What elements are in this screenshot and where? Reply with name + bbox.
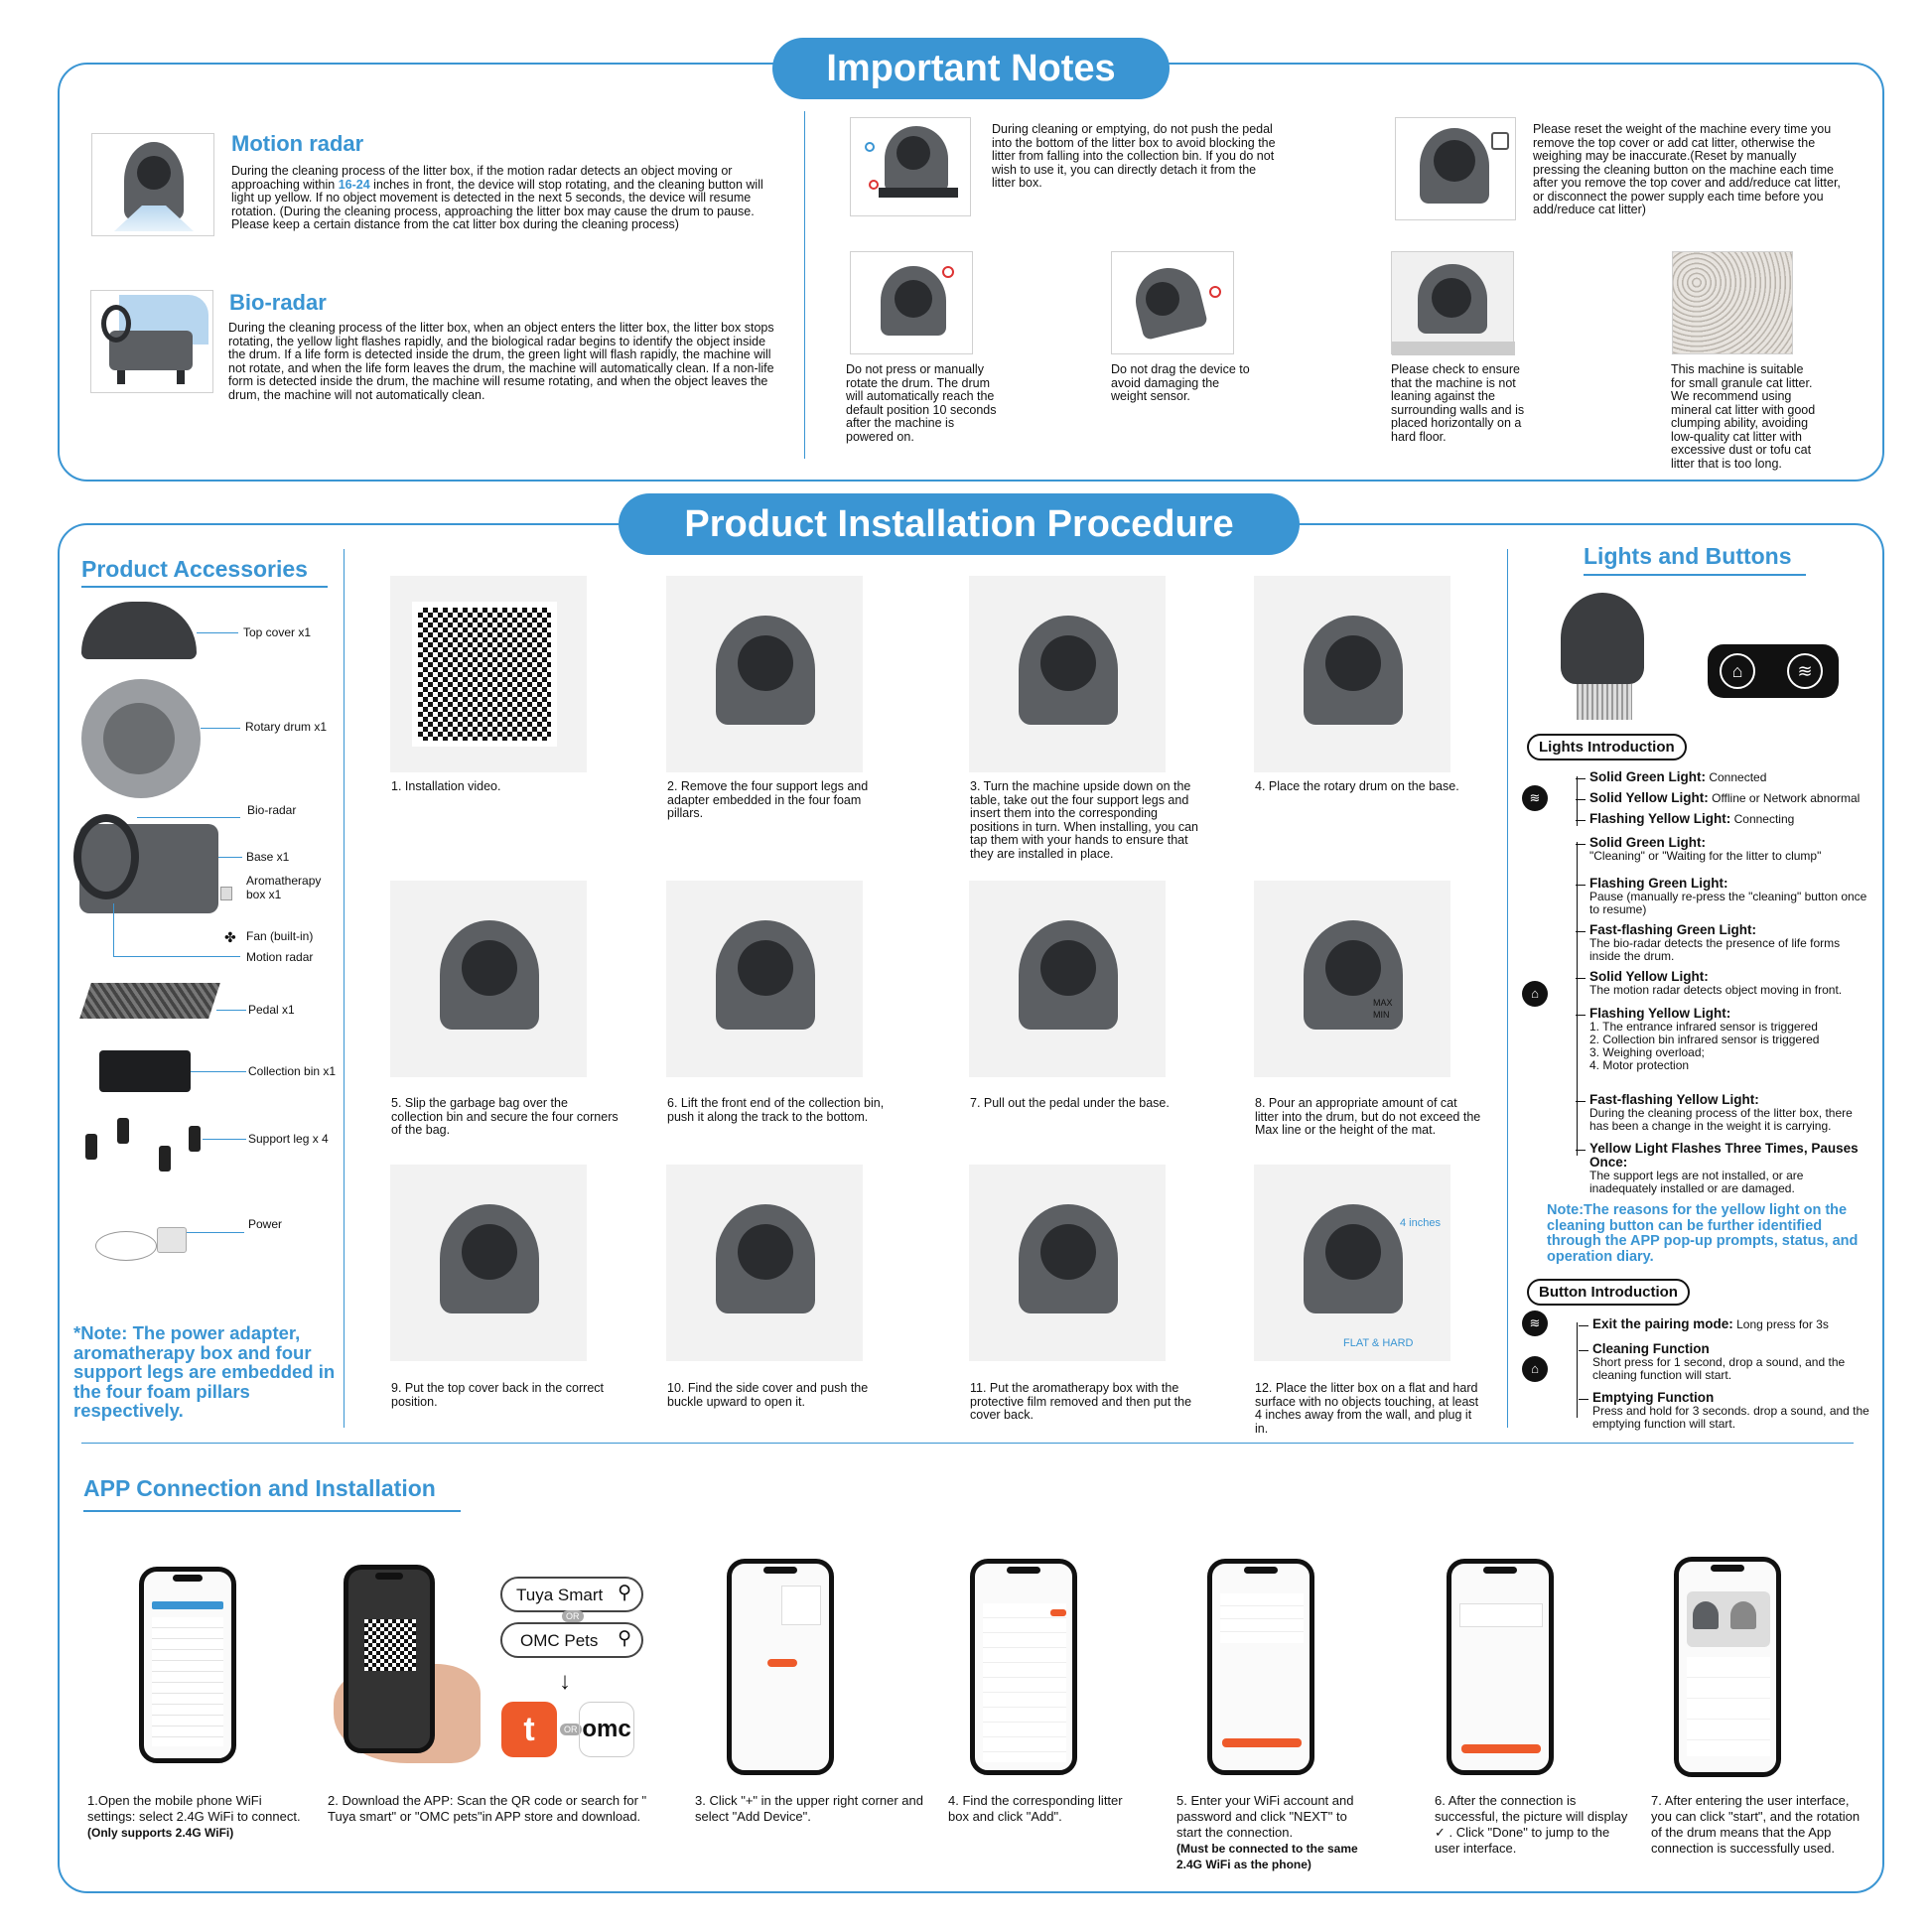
clean-button-ref-icon: ⌂ (1522, 1356, 1548, 1382)
app-step-4-text: 4. Find the corresponding litter box and click "Add". (948, 1793, 1123, 1824)
install-step-5-text: 5. Slip the garbage bag over the collection bin and secure the four corners of the bag. (391, 1096, 619, 1137)
wifi-light-item-2 (1589, 791, 1877, 805)
clean-light-label: Yellow Light Flashes Three Times, Pauses Once: (1589, 1141, 1859, 1170)
install-step-11-text: 11. Put the aromatherapy box with the protective film removed and then put the cover back. (970, 1381, 1192, 1422)
drag-note-text: Do not drag the device to avoid damaging the weight sensor. (1111, 362, 1250, 403)
level-note-text: Please check to ensure that the machine is not leaning against the surrounding walls and is placed horizontally on a hard floor. (1391, 362, 1525, 444)
install-step-6-text: 6. Lift the front end of the collection bin, push it along the track to the bottom. (667, 1096, 885, 1124)
phone-connection-success (1447, 1559, 1554, 1775)
step12-distance-label: 4 inches (1400, 1217, 1441, 1229)
app-section-divider (81, 1443, 1854, 1444)
bio-radar-label: Bio-radar (247, 803, 297, 817)
button-intro-label: Button Introduction (1527, 1279, 1690, 1306)
phone-user-interface (1674, 1557, 1781, 1777)
bio-radar-text: During the cleaning process of the litter box, when an object enters the litter box, the litter box stops rotating, the yellow light flashes rapidly, and the biological radar begins to identify the object inside the drum. If a life form is detected inside the drum, the green light will flash rapidly, the machine will not rotate, and when the life form leaves the drum, the machine will automatically clean. If a non-life form is detected inside the drum, the machine will resume rotating, and when the object leaves the drum, the machine will not automatically clean. (228, 321, 774, 402)
phone-wifi-password (1207, 1559, 1314, 1775)
important-notes-title: Important Notes (772, 38, 1170, 99)
install-step-1-image (390, 576, 587, 772)
motion-radar-text: During the cleaning process of the litter box, if the motion radar detects an object moving or approaching within 16-24 inches in front, the device will stop rotating, and the cleaning button will light up yellow. If no object movement is detected in the next 5 seconds, the device will resume rotation. (During the cleaning process, approaching the litter box may cause the drum to pause. Please keep a certain distance from the cat litter box during the cleaning process) (231, 164, 763, 231)
clean-light-desc: "Cleaning" or "Waiting for the litter to clump" (1589, 849, 1822, 863)
clean-light-label: Fast-flashing Yellow Light: (1589, 1092, 1759, 1107)
motion-radar-label: Motion radar (246, 950, 314, 964)
clean-light-desc: Pause (manually re-press the "cleaning" button once to resume) (1589, 890, 1867, 916)
drag-note-image (1111, 251, 1234, 354)
top-cover-label: Top cover x1 (243, 625, 312, 639)
search-icon-2: ⚲ (618, 1628, 631, 1649)
lights-divider (1507, 549, 1508, 1428)
base-label: Base x1 (246, 850, 290, 864)
pedal-image (79, 983, 220, 1019)
support-legs-label: Support leg x 4 (248, 1132, 329, 1146)
installation-title: Product Installation Procedure (619, 493, 1300, 555)
clean-indicator-icon: ⌂ (1522, 981, 1548, 1007)
install-step-3-image (969, 576, 1166, 772)
button-label: Cleaning Function (1592, 1341, 1710, 1356)
wifi-light-desc: Connected (1709, 770, 1767, 784)
wifi-light-item-3 (1589, 812, 1877, 826)
clean-light-item-4 (1589, 970, 1873, 997)
tuya-logo: t (501, 1702, 557, 1757)
collection-bin-image (99, 1050, 191, 1092)
pedal-note-text: During cleaning or emptying, do not push the pedal into the bottom of the litter box to avoid blocking the litter from falling into the collection bin. If you do not wish to use it, you can directly detach it from the litter box. (992, 122, 1276, 190)
or-badge-1: OR (562, 1610, 584, 1622)
clean-light-item-5 (1589, 1007, 1873, 1072)
clean-light-item-3 (1589, 923, 1873, 963)
lights-intro-label: Lights Introduction (1527, 734, 1687, 760)
clean-button-icon[interactable]: ⌂ (1720, 653, 1755, 689)
bio-radar-image (90, 290, 213, 393)
app-step-1-text: 1.Open the mobile phone WiFi settings: select 2.4G WiFi to connect. (Only supports 2.4G WiFi) (87, 1793, 301, 1840)
pedal-note-image (850, 117, 971, 216)
install-step-12-image (1254, 1165, 1450, 1361)
notes-divider (804, 111, 805, 459)
omc-logo: omc (579, 1702, 634, 1757)
app-heading: APP Connection and Installation (83, 1475, 436, 1501)
wifi-light-label: Solid Green Light: (1589, 769, 1706, 784)
wifi-light-desc: Connecting (1733, 812, 1795, 826)
power-label: Power (248, 1217, 283, 1231)
accessories-heading: Product Accessories (81, 556, 308, 582)
clean-light-desc: The bio-radar detects the presence of life forms inside the drum. (1589, 936, 1841, 963)
clean-light-item-6 (1589, 1093, 1873, 1133)
accessories-note: *Note: The power adapter, aromatherapy box and four support legs are embedded in the four foam pillars respectively. (73, 1322, 336, 1421)
or-badge-2: OR (560, 1724, 582, 1735)
button-label: Emptying Function (1592, 1390, 1715, 1405)
fan-icon: ✤ (224, 929, 236, 945)
clean-light-item-1 (1589, 836, 1873, 863)
install-step-10-text: 10. Find the side cover and push the buckle upward to open it. (667, 1381, 869, 1409)
install-step-1-text: 1. Installation video. (391, 779, 501, 793)
install-step-12-text: 12. Place the litter box on a flat and hard surface with no objects touching, at least 4 inches away from the wall, and plug it in. (1255, 1381, 1479, 1436)
app-underline (83, 1510, 461, 1512)
install-step-7-image (969, 881, 1166, 1077)
button-item-1 (1592, 1317, 1874, 1331)
wifi-indicator-icon: ≋ (1522, 785, 1548, 811)
install-step-8-image (1254, 881, 1450, 1077)
tuya-search-text: Tuya Smart (516, 1586, 604, 1604)
clean-light-label: Flashing Green Light: (1589, 876, 1728, 891)
install-step-7-text: 7. Pull out the pedal under the base. (970, 1096, 1170, 1110)
button-desc: Press and hold for 3 seconds. drop a sound, and the emptying function will start. (1592, 1404, 1869, 1431)
clean-light-label: Flashing Yellow Light: (1589, 1006, 1731, 1021)
accessories-divider (344, 549, 345, 1428)
button-label: Exit the pairing mode: (1592, 1316, 1733, 1331)
clean-light-item-2 (1589, 877, 1873, 916)
clean-light-label: Solid Yellow Light: (1589, 969, 1709, 984)
step8-max-label: MAX (1373, 998, 1393, 1008)
rotary-drum-label: Rotary drum x1 (245, 720, 328, 734)
clean-light-label: Solid Green Light: (1589, 835, 1706, 850)
litter-note-text: This machine is suitable for small granule cat litter. We recommend using mineral cat litter with good clumping ability, avoiding low-quality cat litter with excessive dust or tofu cat litter that is too long. (1671, 362, 1816, 471)
app-step-5-text: 5. Enter your WiFi account and password and click "NEXT" to start the connection. (Must be connected to the same 2.4G WiFi as the phone) (1176, 1793, 1358, 1871)
button-item-3 (1592, 1391, 1874, 1431)
aroma-label: Aromatherapy box x1 (246, 874, 322, 901)
phone-add-device (727, 1559, 834, 1775)
reset-note-text: Please reset the weight of the machine every time you remove the top cover or add cat litter, otherwise the weighing may be inaccurate.(Reset by manually pressing the cleaning button on the machine each time after you remove the top cover and add/reduce cat litter, or disconnect the power supply each time before you add/reduce cat litter) (1533, 122, 1841, 216)
app-step-3-text: 3. Click "+" in the upper right corner and select "Add Device". (695, 1793, 923, 1824)
litter-note-image (1672, 251, 1793, 354)
install-step-10-image (666, 1165, 863, 1361)
button-desc: Long press for 3s (1736, 1317, 1829, 1331)
install-step-4-image (1254, 576, 1450, 772)
app-step-7-text: 7. After entering the user interface, you can click "start", and the rotation of the drum means that the App connection is successfully used. (1651, 1793, 1861, 1856)
wifi-button-icon[interactable]: ≋ (1787, 653, 1823, 689)
reset-note-image (1395, 117, 1516, 220)
lights-heading: Lights and Buttons (1584, 543, 1792, 569)
omc-search-box[interactable] (500, 1622, 643, 1658)
button-item-2 (1592, 1342, 1874, 1382)
phone-wifi-settings (139, 1567, 236, 1763)
lights-underline (1584, 574, 1806, 576)
clean-light-desc: The support legs are not installed, or are inadequately installed or are damaged. (1589, 1169, 1804, 1195)
phone-qr-scan (344, 1565, 435, 1753)
install-qr-code[interactable] (412, 602, 557, 747)
step8-min-label: MIN (1373, 1010, 1390, 1020)
install-step-9-text: 9. Put the top cover back in the correct position. (391, 1381, 605, 1409)
pedal-label: Pedal x1 (248, 1003, 295, 1017)
install-step-5-image (390, 881, 587, 1077)
lights-device-image (1561, 593, 1644, 684)
install-step-2-image (666, 576, 863, 772)
install-step-4-text: 4. Place the rotary drum on the base. (1255, 779, 1459, 793)
motion-radar-image (91, 133, 214, 236)
omc-search-text: OMC Pets (520, 1631, 599, 1650)
collection-bin-label: Collection bin x1 (248, 1064, 337, 1078)
accessories-underline (81, 586, 328, 588)
down-arrow-icon: ↓ (559, 1668, 571, 1695)
rotate-note-text: Do not press or manually rotate the drum. The drum will automatically reach the default position 10 seconds after the machine is powered on. (846, 362, 997, 444)
clean-light-desc: The motion radar detects object moving in front. (1589, 983, 1843, 997)
phone-find-device (970, 1559, 1077, 1775)
level-note-image (1391, 251, 1514, 354)
support-legs-image (85, 1116, 205, 1175)
clean-light-item-7 (1589, 1142, 1873, 1195)
wifi-button-ref-icon: ≋ (1522, 1311, 1548, 1336)
wifi-light-label: Flashing Yellow Light: (1589, 811, 1731, 826)
clean-light-desc: During the cleaning process of the litter box, there has been a change in the weight it is carrying. (1589, 1106, 1853, 1133)
fan-label: Fan (built-in) (246, 929, 314, 943)
search-icon: ⚲ (618, 1583, 631, 1603)
install-step-9-image (390, 1165, 587, 1361)
install-step-2-text: 2. Remove the four support legs and adapter embedded in the four foam pillars. (667, 779, 869, 820)
app-step-2-text: 2. Download the APP: Scan the QR code or search for " Tuya smart" or "OMC pets"in APP store and download. (328, 1793, 647, 1824)
button-desc: Short press for 1 second, drop a sound, and the cleaning function will start. (1592, 1355, 1846, 1382)
clean-light-label: Fast-flashing Green Light: (1589, 922, 1757, 937)
install-step-11-image (969, 1165, 1166, 1361)
clean-light-desc: 1. The entrance infrared sensor is triggered 2. Collection bin infrared sensor is triggered 3. Weighing overload; 4. Motor protection (1589, 1020, 1820, 1072)
wifi-light-label: Solid Yellow Light: (1589, 790, 1709, 805)
wifi-light-item-1 (1589, 770, 1877, 784)
install-step-6-image (666, 881, 863, 1077)
install-step-3-text: 3. Turn the machine upside down on the table, take out the four support legs and insert them into the corresponding positions in turn. When installing, you can tap them with your hands to ensure that they are installed in place. (970, 779, 1198, 861)
rotate-note-image (850, 251, 973, 354)
app-step-6-text: 6. After the connection is successful, the picture will display ✓ . Click "Done" to jump to the user interface. (1435, 1793, 1628, 1856)
install-step-8-text: 8. Pour an appropriate amount of cat litter into the drum, but do not exceed the Max line or the height of the mat. (1255, 1096, 1481, 1137)
step12-floor-label: FLAT & HARD (1343, 1337, 1414, 1349)
bio-radar-heading: Bio-radar (229, 290, 327, 315)
tuya-search-box[interactable] (500, 1577, 643, 1612)
motion-radar-heading: Motion radar (231, 131, 364, 156)
wifi-light-desc: Offline or Network abnormal (1712, 791, 1861, 805)
lights-note: Note:The reasons for the yellow light on the cleaning button can be further identified through the APP pop-up prompts, status, and operation diary. (1547, 1202, 1859, 1265)
power-adapter-image (157, 1227, 187, 1253)
